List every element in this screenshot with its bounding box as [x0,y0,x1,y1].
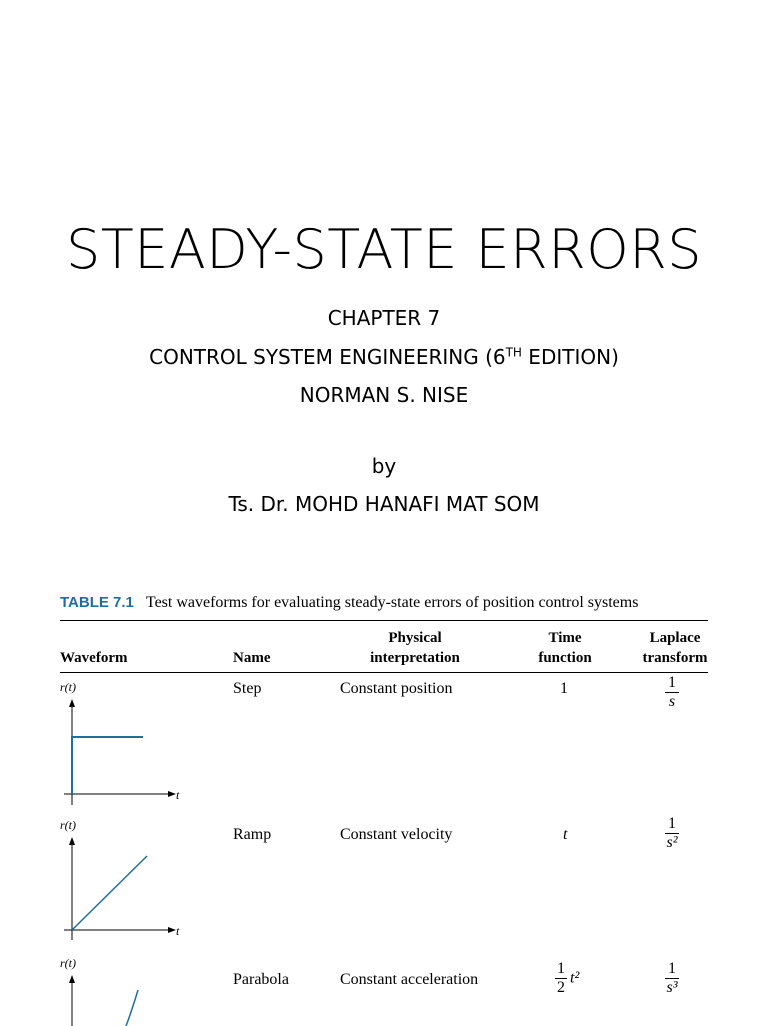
header-physical-2: interpretation [370,650,460,666]
header-name: Name [233,650,271,666]
table-label: TABLE 7.1 [60,594,134,611]
header-physical [360,628,470,668]
row-ramp-time: t [563,826,568,843]
table-header-rule [60,672,708,673]
table-caption-text: Test waveforms for evaluating steady-state errors of position control systems [145,594,639,611]
rt-label: r(t) [60,680,76,694]
book-line [0,345,768,369]
row-step-laplace [657,674,687,711]
header-waveform: Waveform [60,650,128,666]
by-line: by [371,454,397,478]
header-physical-1: Physical [388,630,442,646]
chapter-line: CHAPTER 7 [327,306,441,330]
row-ramp-name: Ramp [233,826,272,843]
slide-title: STEADY-STATE ERRORS [65,218,703,281]
row-parabola-name: Parabola [233,971,289,988]
laplace-num: 1 [668,960,676,977]
parabola-plot [60,966,190,1026]
header-time [520,628,610,668]
row-parabola-laplace [657,960,687,997]
row-ramp-interpretation: Constant velocity [340,826,453,843]
header-laplace-1: Laplace [649,630,701,646]
t-label: t [176,924,180,938]
header-laplace-2: transform [642,650,708,666]
header-time-2: function [538,650,592,666]
time-num: 1 [557,960,565,977]
book-superscript: TH [505,345,522,360]
header-laplace [635,628,715,668]
time-den: 2 [557,979,565,996]
time-var: t² [570,969,580,987]
book-prefix: CONTROL SYSTEM ENGINEERING (6 [149,345,506,369]
presenter-line: Ts. Dr. MOHD HANAFI MAT SOM [228,492,540,516]
time-fraction [552,960,570,997]
row-step-interpretation: Constant position [340,680,453,697]
rt-label: r(t) [60,956,76,970]
t-label: t [176,788,180,802]
laplace-num: 1 [668,674,676,691]
laplace-den: s² [666,834,678,851]
row-parabola-interpretation: Constant acceleration [340,971,479,988]
laplace-num: 1 [668,815,676,832]
table-top-rule [60,620,708,621]
row-step-name: Step [233,680,262,697]
header-time-1: Time [548,630,582,646]
row-ramp-laplace [657,815,687,852]
ramp-plot [60,828,190,953]
laplace-den: s³ [666,979,678,996]
laplace-den: s [668,693,676,710]
table-caption [60,594,638,612]
book-suffix: EDITION) [521,345,619,369]
author-line: NORMAN S. NISE [299,383,469,407]
rt-label: r(t) [60,818,76,832]
step-plot [60,690,190,815]
row-parabola-time [552,960,579,997]
row-step-time: 1 [560,680,568,697]
